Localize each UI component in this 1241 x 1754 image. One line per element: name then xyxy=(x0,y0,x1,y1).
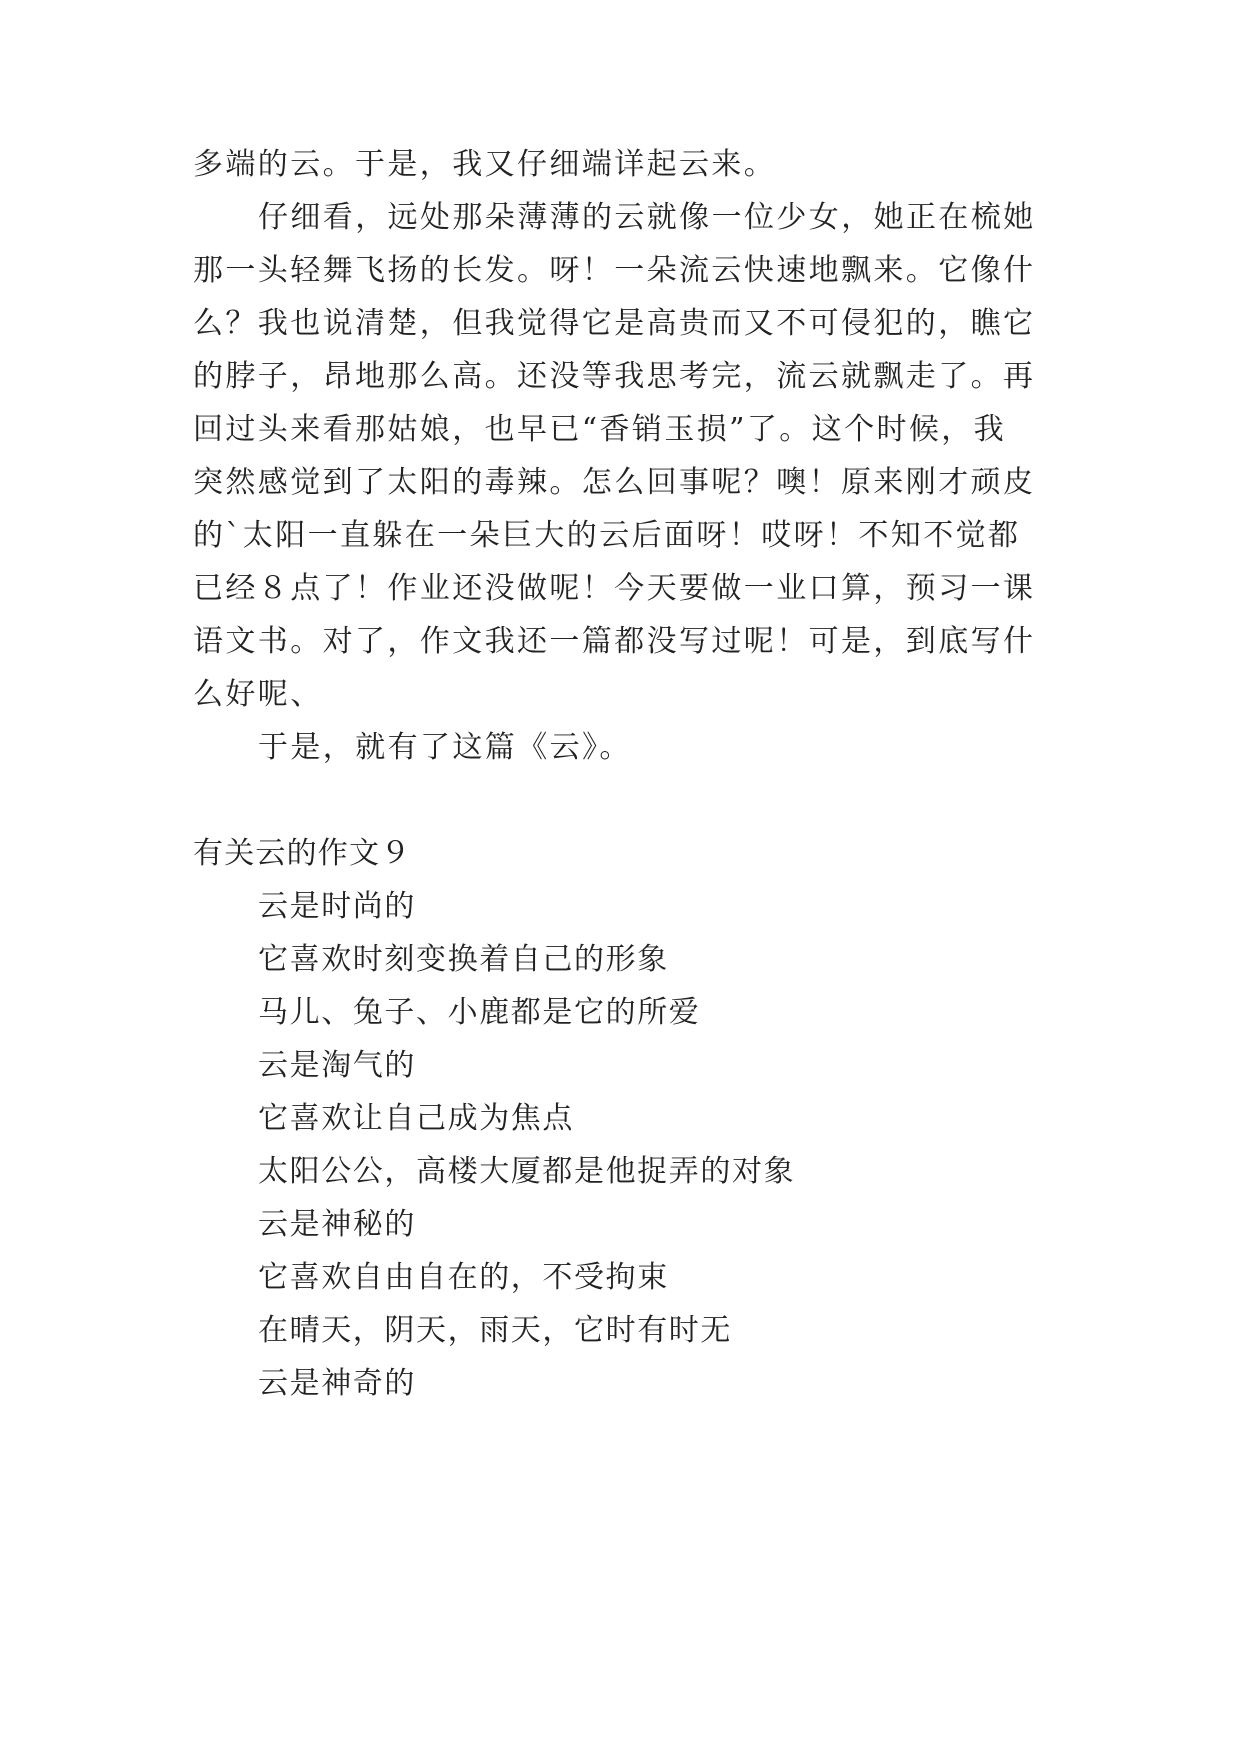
paragraph-line: 已经８点了！作业还没做呢！今天要做一业口算，预习一课 xyxy=(193,571,1036,606)
paragraph-line: 么好呢、 xyxy=(193,677,323,712)
section-heading: 有关云的作文９ xyxy=(193,836,412,871)
paragraph-line: 多端的云。于是，我又仔细端详起云来。 xyxy=(193,147,777,182)
paragraph-line: 仔细看，远处那朵薄薄的云就像一位少女，她正在梳她 xyxy=(258,200,1036,235)
paragraph-line: 的`太阳一直躲在一朵巨大的云后面呀！哎呀！不知不觉都 xyxy=(193,518,1021,553)
poem-line: 云是时尚的 xyxy=(258,889,416,924)
poem-line: 在晴天，阴天，雨天，它时有时无 xyxy=(258,1313,732,1348)
poem-line: 它喜欢让自己成为焦点 xyxy=(258,1101,574,1136)
poem-line: 太阳公公，高楼大厦都是他捉弄的对象 xyxy=(258,1154,796,1189)
poem-line: 云是神秘的 xyxy=(258,1207,416,1242)
poem-line: 它喜欢时刻变换着自己的形象 xyxy=(258,942,669,977)
paragraph-line: 语文书。对了，作文我还一篇都没写过呢！可是，到底写什 xyxy=(193,624,1036,659)
paragraph-line: 回过头来看那姑娘，也早已“香销玉损”了。这个时候，我 xyxy=(193,412,1007,447)
paragraph-line: 的脖子，昂地那么高。还没等我思考完，流云就飘走了。再 xyxy=(193,359,1036,394)
poem-line: 云是淘气的 xyxy=(258,1048,416,1083)
poem-line: 它喜欢自由自在的，不受拘束 xyxy=(258,1260,669,1295)
poem-line: 云是神奇的 xyxy=(258,1366,416,1401)
paragraph-line: 于是，就有了这篇《云》。 xyxy=(258,730,632,765)
paragraph-line: 那一头轻舞飞扬的长发。呀！一朵流云快速地飘来。它像什 xyxy=(193,253,1036,288)
poem-line: 马儿、兔子、小鹿都是它的所爱 xyxy=(258,995,701,1030)
paragraph-line: 么？我也说清楚，但我觉得它是高贵而又不可侵犯的，瞧它 xyxy=(193,306,1036,341)
paragraph-line: 突然感觉到了太阳的毒辣。怎么回事呢？噢！原来刚才顽皮 xyxy=(193,465,1036,500)
